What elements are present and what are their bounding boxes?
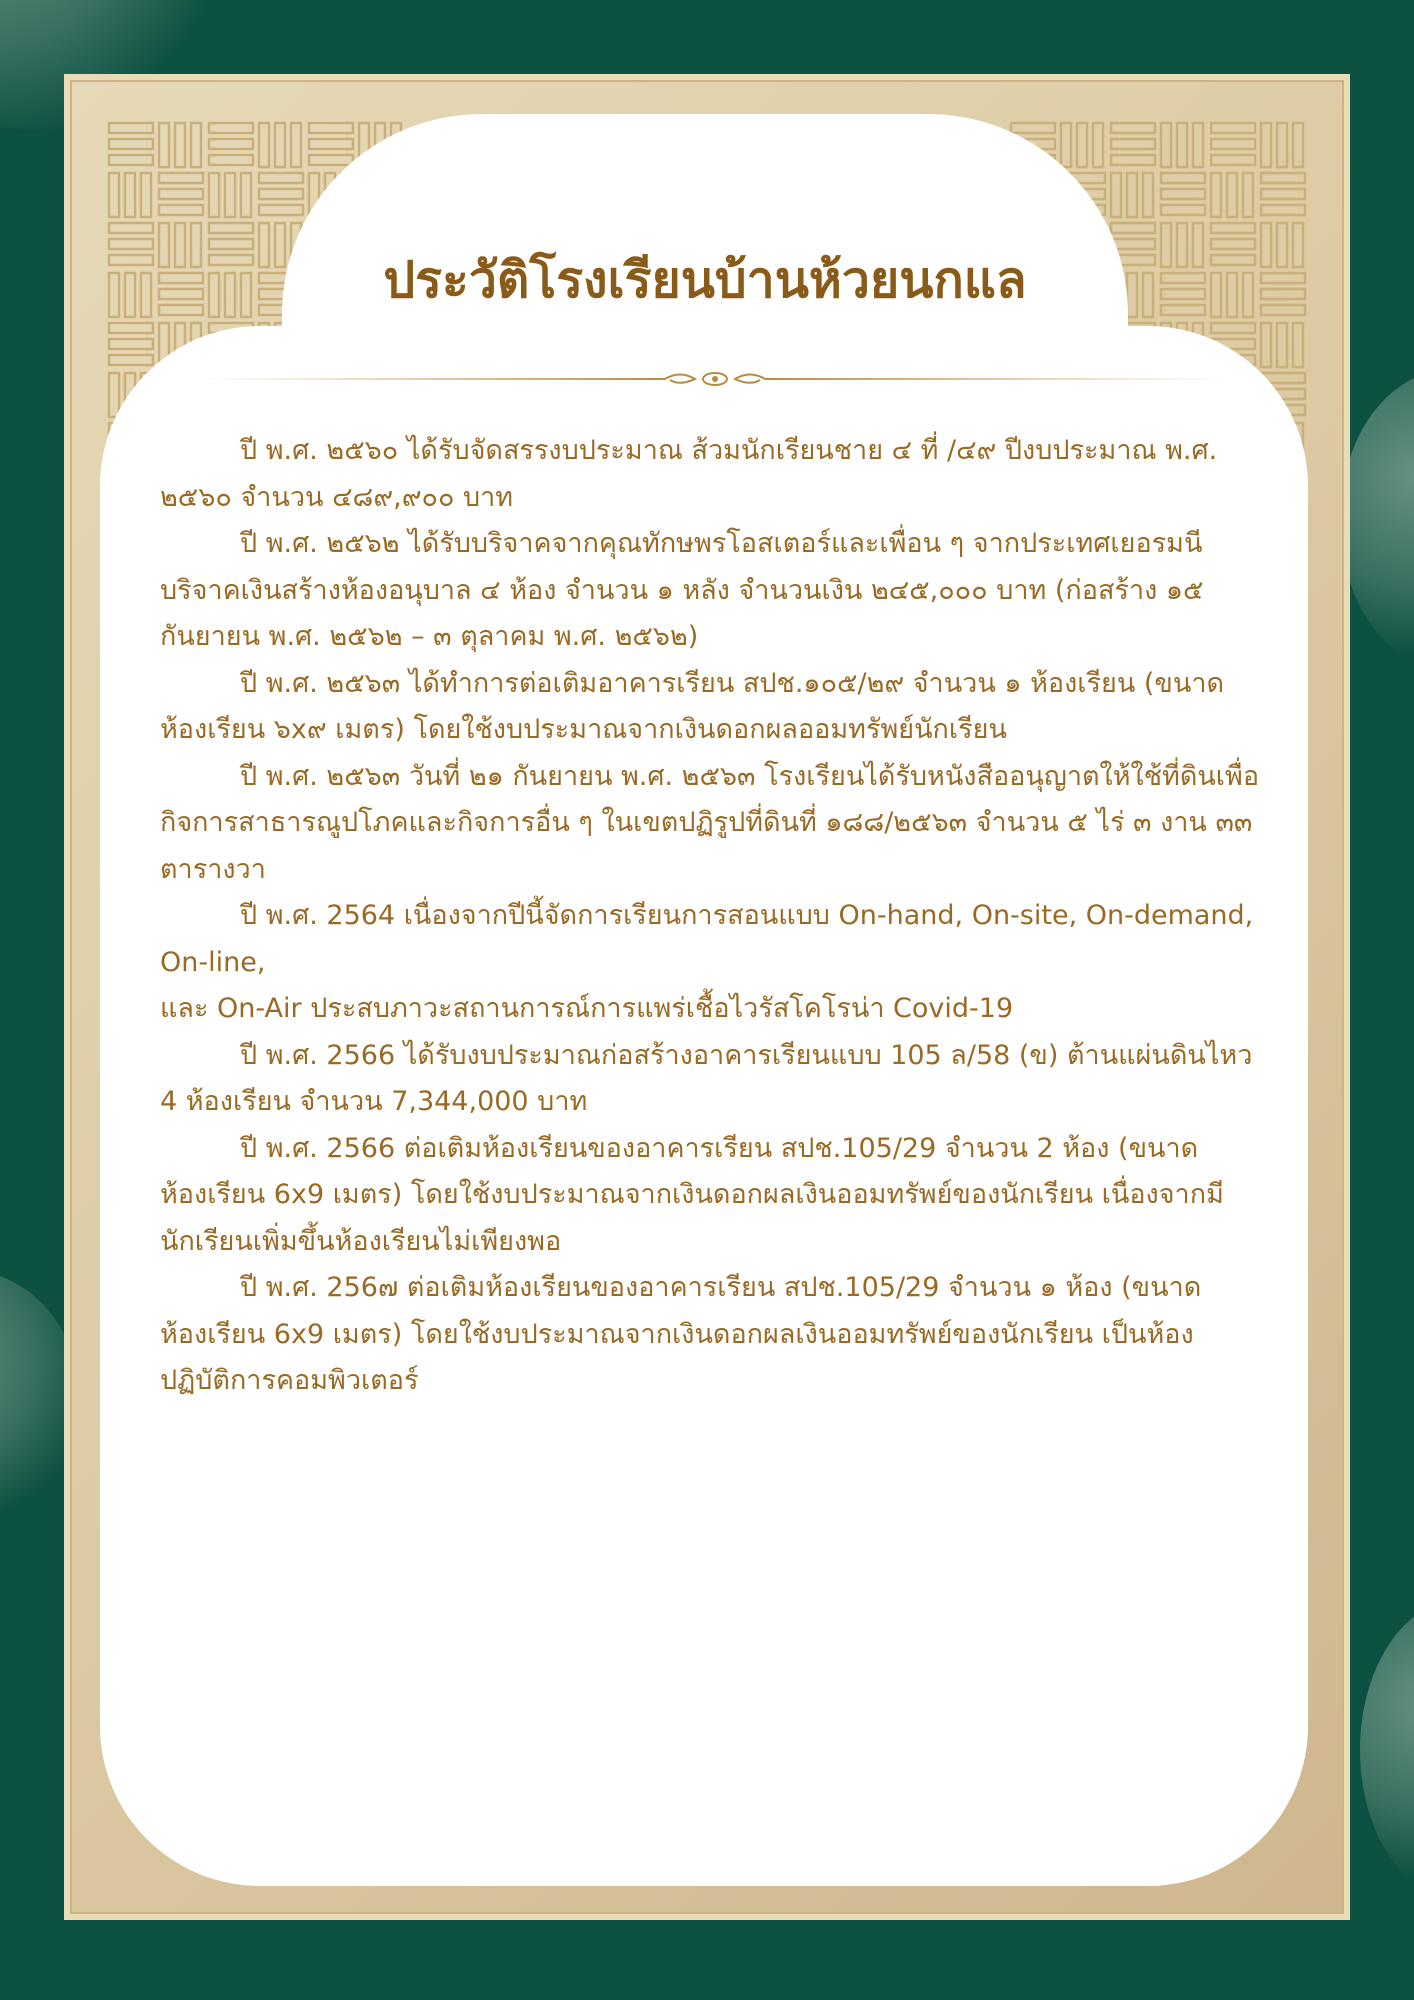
- history-paragraph: ปี พ.ศ. ๒๕๖๒ ได้รับบริจาคจากคุณทักษพรโอสเตอร์และเพื่อน ๆ จากประเทศเยอรมนี บริจาคเงินสร้างห้องอนุบาล ๔ ห้อง จำนวน ๑ หลัง จำนวนเงิน ๒๔๕,๐๐๐ บาท (ก่อสร้าง ๑๕ กันยายน พ.ศ. ๒๕๖๒ – ๓ ตุลาคม พ.ศ. ๒๕๖๒): [160, 528, 1204, 652]
- history-paragraph: ปี พ.ศ. 256๗ ต่อเติมห้องเรียนของอาคารเรียน สปช.105/29 จำนวน ๑ ห้อง (ขนาดห้องเรียน 6x9 เมตร) โดยใช้งบประมาณจากเงินดอกผลเงินออมทรัพย์ของนักเรียน เป็นห้องปฏิบัติการคอมพิวเตอร์: [160, 1272, 1202, 1396]
- ornamental-divider-icon: [200, 366, 1230, 392]
- history-paragraph: ปี พ.ศ. 2566 ต่อเติมห้องเรียนของอาคารเรียน สปช.105/29 จำนวน 2 ห้อง (ขนาดห้องเรียน 6x9 เมตร) โดยใช้งบประมาณจากเงินดอกผลเงินออมทรัพย์ของนักเรียน เนื่องจากมีนักเรียนเพิ่มขึ้นห้องเรียนไม่เพียงพอ: [160, 1132, 1224, 1257]
- history-text: [160, 428, 1260, 1405]
- history-paragraph: ปี พ.ศ. 2564 เนื่องจากปีนี้จัดการเรียนการสอนแบบ On-hand, On-site, On-demand, On-line, และ On-Air ประสบภาวะสถานการณ์การแพร่เชื้อไวรัสโคโรน่า Covid-19: [160, 900, 1254, 1024]
- history-paragraph: ปี พ.ศ. ๒๕๖๐ ได้รับจัดสรรงบประมาณ ส้วมนักเรียนชาย ๔ ที่ /๔๙ ปีงบประมาณ พ.ศ. ๒๕๖๐ จำนวน ๔๘๙,๙๐๐ บาท: [160, 435, 1218, 513]
- page-title: ประวัติโรงเรียนบ้านห้วยนกแล: [383, 250, 1027, 309]
- history-paragraph: ปี พ.ศ. ๒๕๖๓ ได้ทำการต่อเติมอาคารเรียน สปช.๑๐๕/๒๙ จำนวน ๑ ห้องเรียน (ขนาดห้องเรียน ๖x๙ เมตร) โดยใช้งบประมาณจากเงินดอกผลออมทรัพย์นักเรียน: [160, 667, 1225, 745]
- history-paragraph: ปี พ.ศ. ๒๕๖๓ วันที่ ๒๑ กันยายน พ.ศ. ๒๕๖๓ โรงเรียนได้รับหนังสืออนุญาตให้ใช้ที่ดินเพื่อกิจการสาธารณูปโภคและกิจการอื่น ๆ ในเขตปฏิรูปที่ดินที่ ๑๘๘/๒๕๖๓ จำนวน ๕ ไร่ ๓ งาน ๓๓ ตารางวา: [160, 760, 1260, 885]
- decorative-blob-right-bottom: [1360, 1600, 1414, 1900]
- decorative-blob-right-top: [1340, 370, 1414, 670]
- history-paragraph: ปี พ.ศ. 2566 ได้รับงบประมาณก่อสร้างอาคารเรียนแบบ 105 ล/58 (ข) ต้านแผ่นดินไหว 4 ห้องเรียน จำนวน 7,344,000 บาท: [160, 1039, 1253, 1117]
